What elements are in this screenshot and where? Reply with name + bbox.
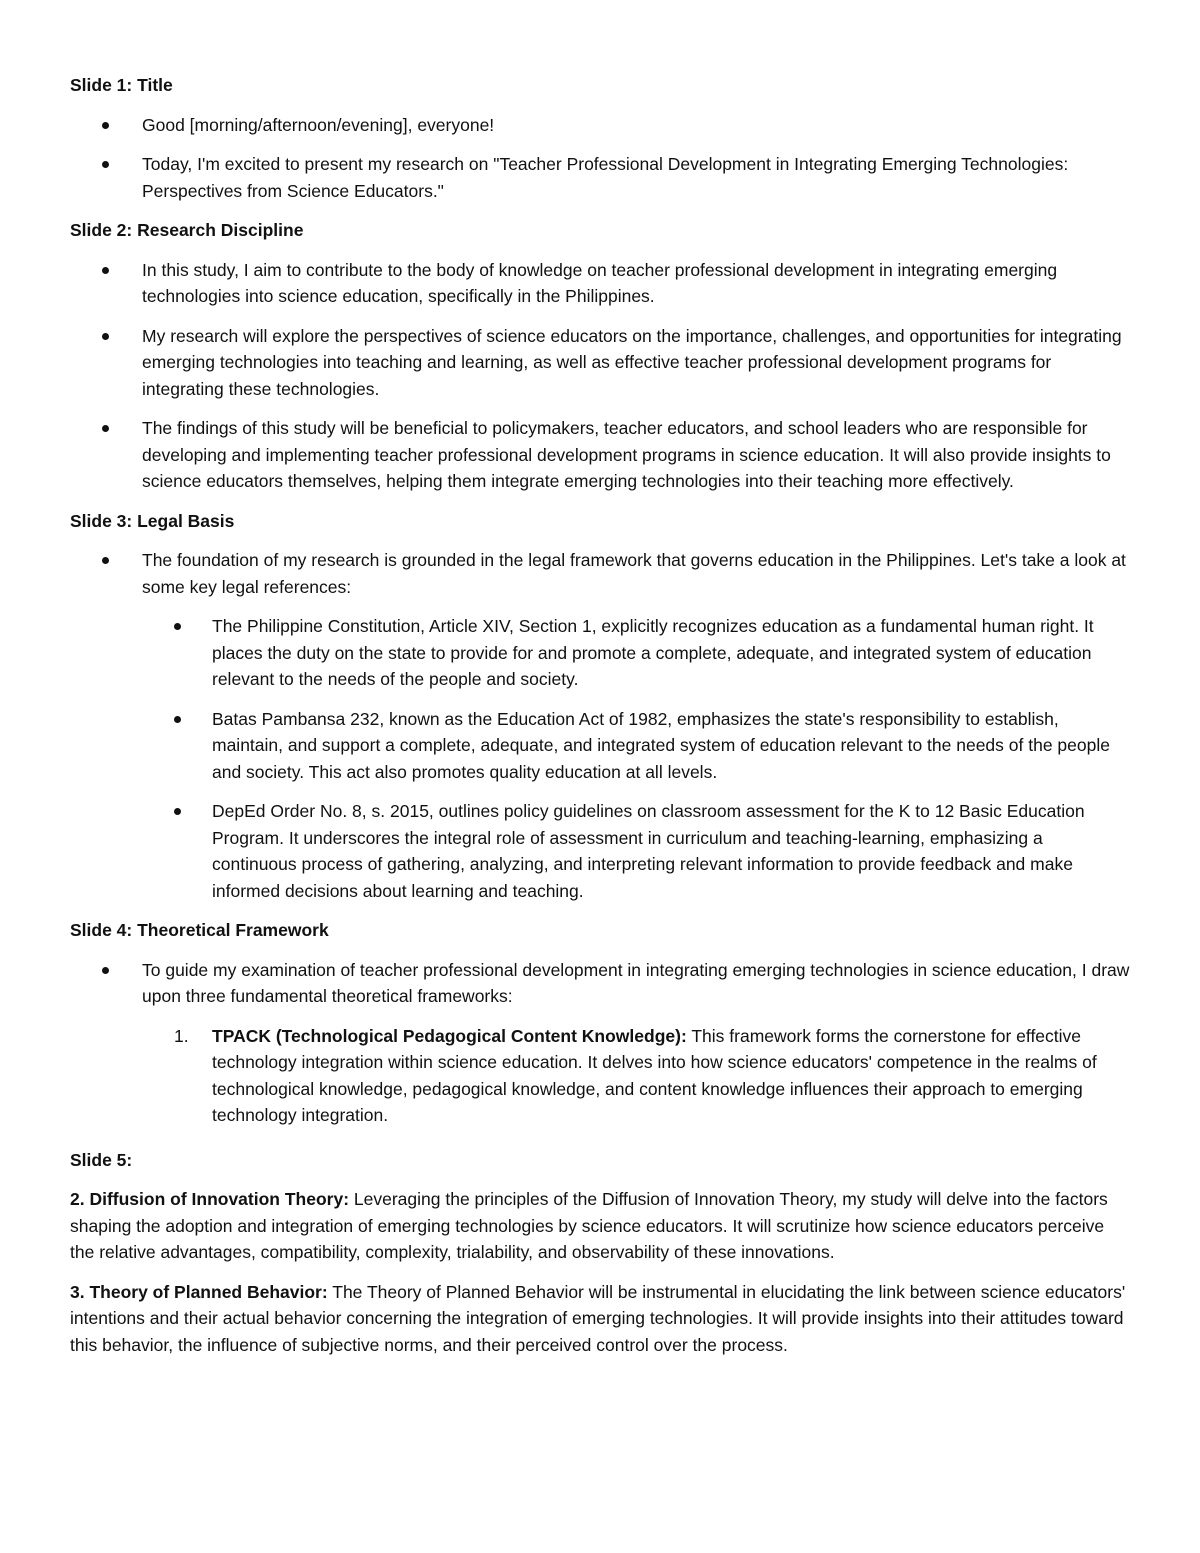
slide-3-heading: Slide 3: Legal Basis [70,510,235,531]
list-item: DepEd Order No. 8, s. 2015, outlines policy guidelines on classroom assessment for the K to 12 Basic Education Program. It underscores the integral role of assessment in curriculum and teaching-learning, emphasizing a continuous process of gathering, analyzing, and interpreting relevant information to provide feedback and make informed decisions about learning and teaching. [70,798,1130,904]
list-item: Today, I'm excited to present my research on "Teacher Professional Development in Integrating Emerging Technologies: Perspectives from Science Educators." [70,151,1130,204]
planned-behavior-term: 3. Theory of Planned Behavior: [70,1281,328,1302]
list-item: To guide my examination of teacher professional development in integrating emerging technologies in science education, I draw upon three fundamental theoretical frameworks: [70,957,1130,1010]
slide-3-bullets [70,547,1130,600]
tpack-term: TPACK (Technological Pedagogical Content Knowledge): [212,1025,687,1046]
list-item: Batas Pambansa 232, known as the Education Act of 1982, emphasizes the state's responsibility to establish, maintain, and support a complete, adequate, and integrated system of education relevant to the needs of the people and society. This act also promotes quality education at all levels. [70,706,1130,786]
slide-5-heading: Slide 5: [70,1149,133,1170]
slide-3-sub-bullets [70,613,1130,904]
list-item: Good [morning/afternoon/evening], everyone! [70,112,1130,139]
slide-4-heading: Slide 4: Theoretical Framework [70,920,329,940]
numbered-item [70,1023,1130,1129]
list-item: The findings of this study will be beneficial to policymakers, teacher educators, and school leaders who are responsible for developing and implementing teacher professional development programs in science education. It will also provide insights to science educators themselves, helping them integrate emerging technologies into their teaching more effectively. [70,415,1130,495]
list-item: The foundation of my research is grounded in the legal framework that governs education in the Philippines. Let's take a look at some key legal references: [70,547,1130,600]
diffusion-paragraph [70,1186,1130,1266]
list-item: My research will explore the perspectives of science educators on the importance, challenges, and opportunities for integrating emerging technologies into teaching and learning, as well as effective teacher professional development programs for integrating these technologies. [70,323,1130,403]
slide-2-bullets [70,257,1130,495]
list-item: In this study, I aim to contribute to the body of knowledge on teacher professional development in integrating emerging technologies into science education, specifically in the Philippines. [70,257,1130,310]
slide-4-numbered-list [70,1023,1130,1129]
item-number: 1. [174,1025,189,1046]
slide-2-heading: Slide 2: Research Discipline [70,220,304,240]
slide-1-bullets [70,112,1130,205]
tpack-description: This framework forms the cornerstone for effective technology integration within science education. It delves into how science educators' competence in the realms of technological knowledge, pedagogical knowledge, and content knowledge influences their approach to emerging technology integration. [212,1025,1097,1125]
planned-behavior-paragraph [70,1279,1130,1359]
list-item: The Philippine Constitution, Article XIV, Section 1, explicitly recognizes education as a fundamental human right. It places the duty on the state to provide for and promote a complete, adequate, and integrated system of education relevant to the needs of the people and society. [70,613,1130,693]
diffusion-term: 2. Diffusion of Innovation Theory: [70,1189,350,1209]
planned-behavior-description: The Theory of Planned Behavior will be instrumental in elucidating the link between science educators' intentions and their actual behavior concerning the integration of emerging technologies. It will provide insights into their attitudes toward this behavior, the influence of subjective norms, and their perceived control over the process. [70,1281,1126,1355]
diffusion-description: Leveraging the principles of the Diffusion of Innovation Theory, my study will delve into the factors shaping the adoption and integration of emerging technologies by science educators. It will scrutinize how science educators perceive the relative advantages, compatibility, complexity, trialability, and observability of these innovations. [70,1189,1108,1262]
slide-1-heading: Slide 1: Title [70,75,173,95]
slide-4-bullets [70,957,1130,1010]
